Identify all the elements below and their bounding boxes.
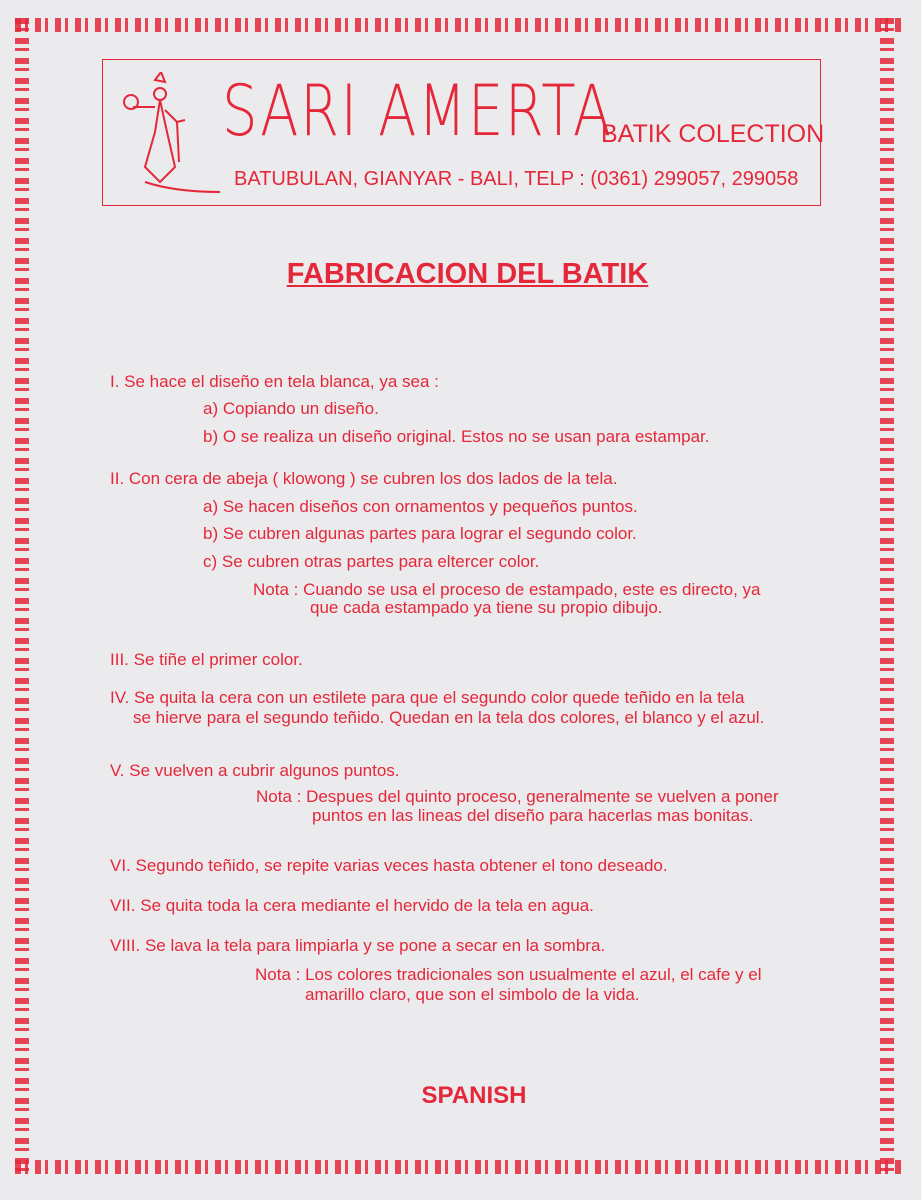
step-2a: a) Se hacen diseños con ornamentos y pequeños puntos.: [203, 497, 638, 516]
note-3: Nota : Los colores tradicionales son usualmente el azul, el cafe y el: [255, 965, 762, 984]
language-label: SPANISH: [421, 1082, 527, 1109]
note-1-cont: que cada estampado ya tiene su propio dibujo.: [310, 598, 663, 617]
brand-name: SARI AMERTA: [222, 70, 613, 152]
step-7: VII. Se quita toda la cera mediante el hervido de la tela en agua.: [110, 896, 594, 915]
ornamental-border-right: [880, 18, 894, 1174]
step-1: I. Se hace el diseño en tela blanca, ya sea :: [110, 372, 439, 391]
note-2: Nota : Despues del quinto proceso, generalmente se vuelven a poner: [256, 787, 779, 806]
note-2-cont: puntos en las lineas del diseño para hacerlas mas bonitas.: [312, 806, 754, 825]
brand-tagline: BATIK COLECTION: [601, 120, 825, 148]
step-3: III. Se tiñe el primer color.: [110, 650, 303, 669]
ornamental-border-bottom: [15, 1160, 905, 1174]
step-2c: c) Se cubren otras partes para eltercer color.: [203, 552, 540, 571]
dancer-logo-icon: [115, 72, 225, 197]
step-1b: b) O se realiza un diseño original. Estos no se usan para estampar.: [203, 427, 710, 446]
step-4: IV. Se quita la cera con un estilete para que el segundo color quede teñido en la tela: [110, 688, 745, 707]
step-4-cont: se hierve para el segundo teñido. Quedan en la tela dos colores, el blanco y el azul.: [133, 708, 765, 727]
step-2: II. Con cera de abeja ( klowong ) se cubren los dos lados de la tela.: [110, 469, 618, 488]
ornamental-border-left: [15, 18, 29, 1174]
note-1: Nota : Cuando se usa el proceso de estampado, este es directo, ya: [253, 580, 761, 599]
step-5: V. Se vuelven a cubrir algunos puntos.: [110, 761, 400, 780]
step-8: VIII. Se lava la tela para limpiarla y se pone a secar en la sombra.: [110, 936, 606, 955]
step-2b: b) Se cubren algunas partes para lograr el segundo color.: [203, 524, 637, 543]
step-1a: a) Copiando un diseño.: [203, 399, 379, 418]
address-phone: BATUBULAN, GIANYAR - BALI, TELP : (0361) 299057, 299058: [234, 168, 799, 190]
page-title: FABRICACION DEL BATIK: [286, 258, 649, 290]
step-6: VI. Segundo teñido, se repite varias veces hasta obtener el tono deseado.: [110, 856, 668, 875]
note-3-cont: amarillo claro, que son el simbolo de la vida.: [305, 985, 640, 1004]
ornamental-border-top: [15, 18, 905, 32]
